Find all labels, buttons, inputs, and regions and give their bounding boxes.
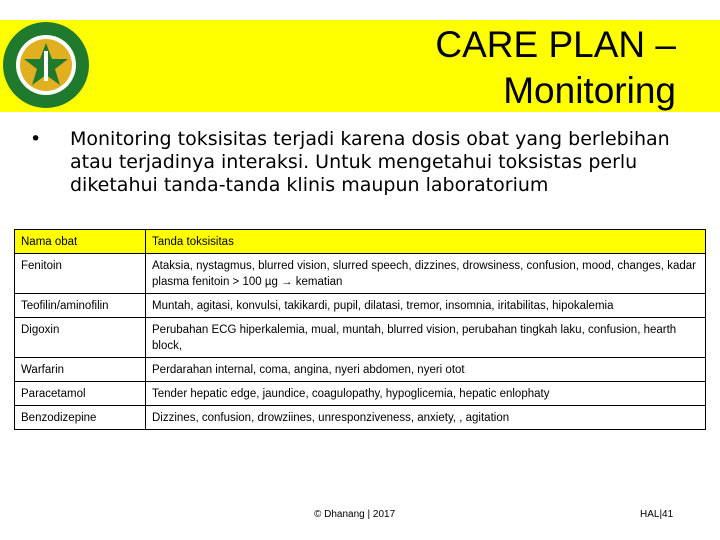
bullet-symbol: •: [30, 128, 42, 150]
title-line-2: Monitoring: [503, 70, 676, 111]
drug-name: Paracetamol: [15, 382, 146, 406]
table-row: [15, 318, 706, 358]
toxicity-signs: Perubahan ECG hiperkalemia, mual, muntah, blurred vision, perubahan tingkah laku, confusion, hearth block,: [146, 318, 706, 358]
toxicity-signs: Dizzines, confusion, drowziines, unresponziveness, anxiety, , agitation: [146, 406, 706, 430]
drug-name: Warfarin: [15, 358, 146, 382]
slide-title: [435, 22, 676, 114]
drug-name: Benzodizepine: [15, 406, 146, 430]
page-number: HAL|41: [640, 509, 674, 520]
toxicity-signs: Muntah, agitasi, konvulsi, takikardi, pupil, dilatasi, tremor, insomnia, iritabilitas, hipokalemia: [146, 294, 706, 318]
toxicity-signs: Ataksia, nystagmus, blurred vision, slurred speech, dizzines, drowsiness, confusion, mood, changes, kadar plasma fenitoin > 100 µg → kematian: [146, 254, 706, 294]
table-row: [15, 358, 706, 382]
toxicity-signs: Perdarahan internal, coma, angina, nyeri abdomen, nyeri otot: [146, 358, 706, 382]
drug-name: Fenitoin: [15, 254, 146, 294]
drug-name: Teofilin/aminofilin: [15, 294, 146, 318]
bullet-point: [30, 128, 670, 197]
table-row: [15, 406, 706, 430]
school-logo: [2, 21, 90, 109]
table-row: [15, 254, 706, 294]
footer-copyright: © Dhanang | 2017: [314, 509, 396, 520]
table-row: [15, 294, 706, 318]
table-header-row: [15, 230, 706, 254]
title-line-1: CARE PLAN –: [435, 24, 676, 65]
drug-name: Digoxin: [15, 318, 146, 358]
header-signs: Tanda toksisitas: [146, 230, 706, 254]
toxicity-table: [14, 229, 706, 430]
bullet-text: Monitoring toksisitas terjadi karena dosis obat yang berlebihan atau terjadinya interaksi. Untuk mengetahui toksistas perlu diketahui tanda-tanda klinis maupun laboratorium: [70, 128, 670, 196]
toxicity-signs: Tender hepatic edge, jaundice, coagulopathy, hypoglicemia, hepatic enlophaty: [146, 382, 706, 406]
header-drug: Nama obat: [15, 230, 146, 254]
table-row: [15, 382, 706, 406]
